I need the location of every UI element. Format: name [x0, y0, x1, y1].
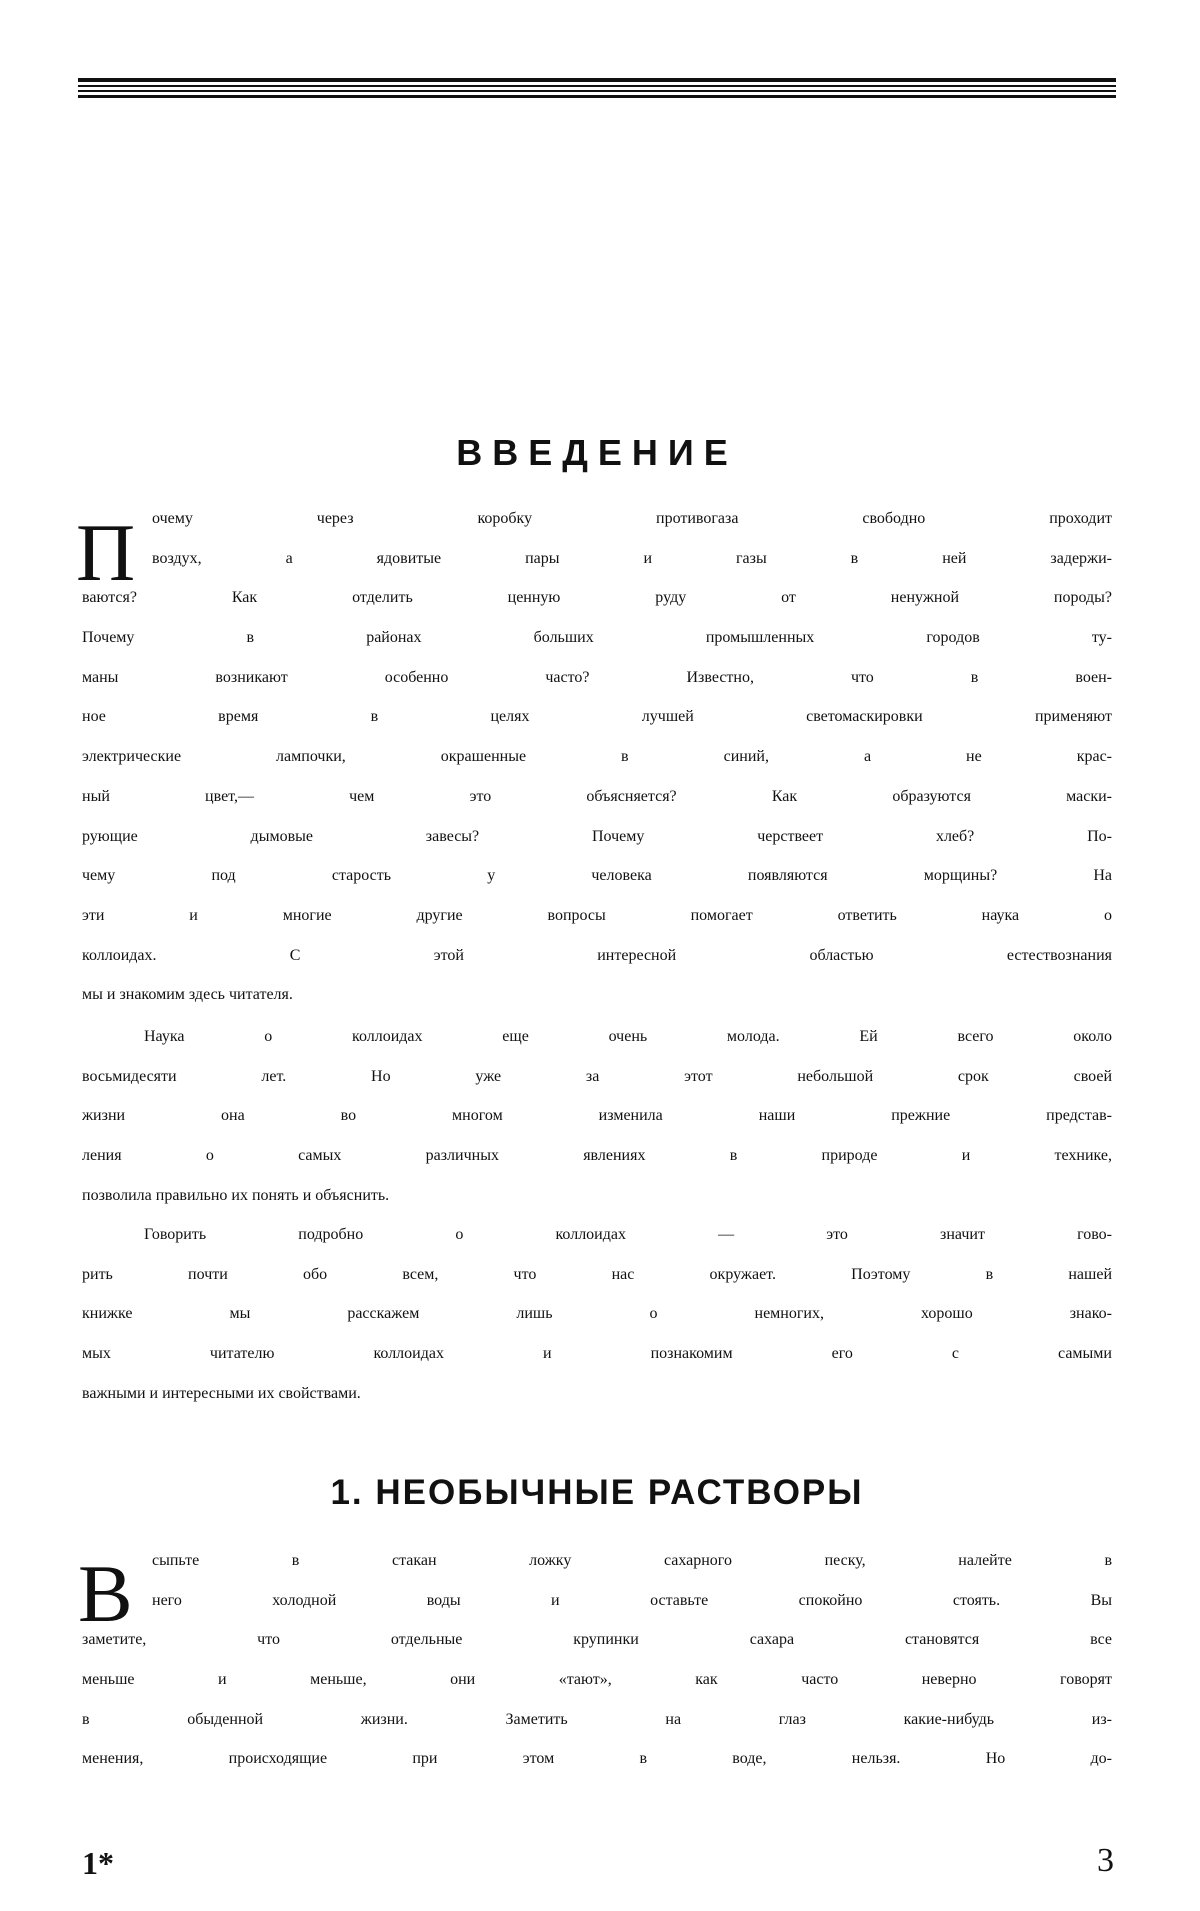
text-line: ный цвет,— чем это объясняется? Как образуются маски- — [82, 787, 1112, 805]
chapter-drop-cap: В — [78, 1548, 133, 1639]
chapter-paragraph-1 — [82, 1552, 1112, 1790]
text-line: эти и многие другие вопросы помогает ответить наука о — [82, 906, 1112, 924]
header-rule — [78, 78, 1116, 98]
text-line: воздух, а ядовитые пары и газы в ней задержи- — [152, 549, 1112, 567]
text-line: позволила правильно их понять и объяснить. — [82, 1186, 390, 1204]
text-line: ваются? Как отделить ценную руду от ненужной породы? — [82, 589, 1112, 607]
text-line: него холодной воды и оставьте спокойно стоять. Вы — [152, 1591, 1112, 1609]
intro-drop-cap: П — [76, 507, 136, 598]
text-line: меньше и меньше, они «тают», как часто неверно говорят — [82, 1671, 1112, 1689]
text-line: в обыденной жизни. Заметить на глаз какие-нибудь из- — [82, 1710, 1112, 1728]
text-line: коллоидах. С этой интересной областью естествознания — [82, 946, 1112, 964]
text-line: Почему в районах больших промышленных городов ту- — [82, 629, 1112, 647]
text-line: Наука о коллоидах еще очень молода. Ей всего около — [144, 1028, 1112, 1045]
text-line: ления о самых различных явлениях в природе и технике, — [82, 1147, 1112, 1165]
text-line: рить почти обо всем, что нас окружает. Поэтому в нашей — [82, 1265, 1112, 1283]
text-line: ное время в целях лучшей светомаскировки применяют — [82, 708, 1112, 726]
intro-paragraph-2 — [82, 1028, 1112, 1226]
text-line: чему под старость у человека появляются морщины? На — [82, 867, 1112, 885]
text-line: мых читателю коллоидах и познакомим его с самыми — [82, 1345, 1112, 1363]
text-line: маны возникают особенно часто? Известно, что в воен- — [82, 668, 1112, 686]
text-line: менения, происходящие при этом в воде, нельзя. Но до- — [82, 1750, 1112, 1768]
text-line: рующие дымовые завесы? Почему черствеет хлеб? По- — [82, 827, 1112, 845]
intro-paragraph-3 — [82, 1226, 1112, 1424]
intro-paragraph-1 — [82, 510, 1112, 1026]
text-line: Говорить подробно о коллоидах — это значит гово- — [144, 1226, 1112, 1243]
intro-heading: ВВЕДЕНИЕ — [456, 432, 738, 473]
printer-signature: 1* — [82, 1845, 114, 1881]
text-line: книжке мы расскажем лишь о немногих, хорошо знако- — [82, 1305, 1112, 1323]
text-line: электрические лампочки, окрашенные в синий, а не крас- — [82, 748, 1112, 766]
text-line: жизни она во многом изменила наши прежние представ- — [82, 1107, 1112, 1125]
text-line: очему через коробку противогаза свободно проходит — [152, 510, 1112, 527]
text-line: восьмидесяти лет. Но уже за этот небольшой срок своей — [82, 1067, 1112, 1085]
text-line: мы и знакомим здесь читателя. — [82, 986, 293, 1004]
text-line: заметите, что отдельные крупинки сахара становятся все — [82, 1631, 1112, 1649]
page-number: 3 — [1097, 1842, 1114, 1879]
chapter-heading: 1. НЕОБЫЧНЫЕ РАСТВОРЫ — [330, 1473, 864, 1512]
text-line: важными и интересными их свойствами. — [82, 1384, 361, 1402]
text-line: сыпьте в стакан ложку сахарного песку, налейте в — [152, 1552, 1112, 1569]
